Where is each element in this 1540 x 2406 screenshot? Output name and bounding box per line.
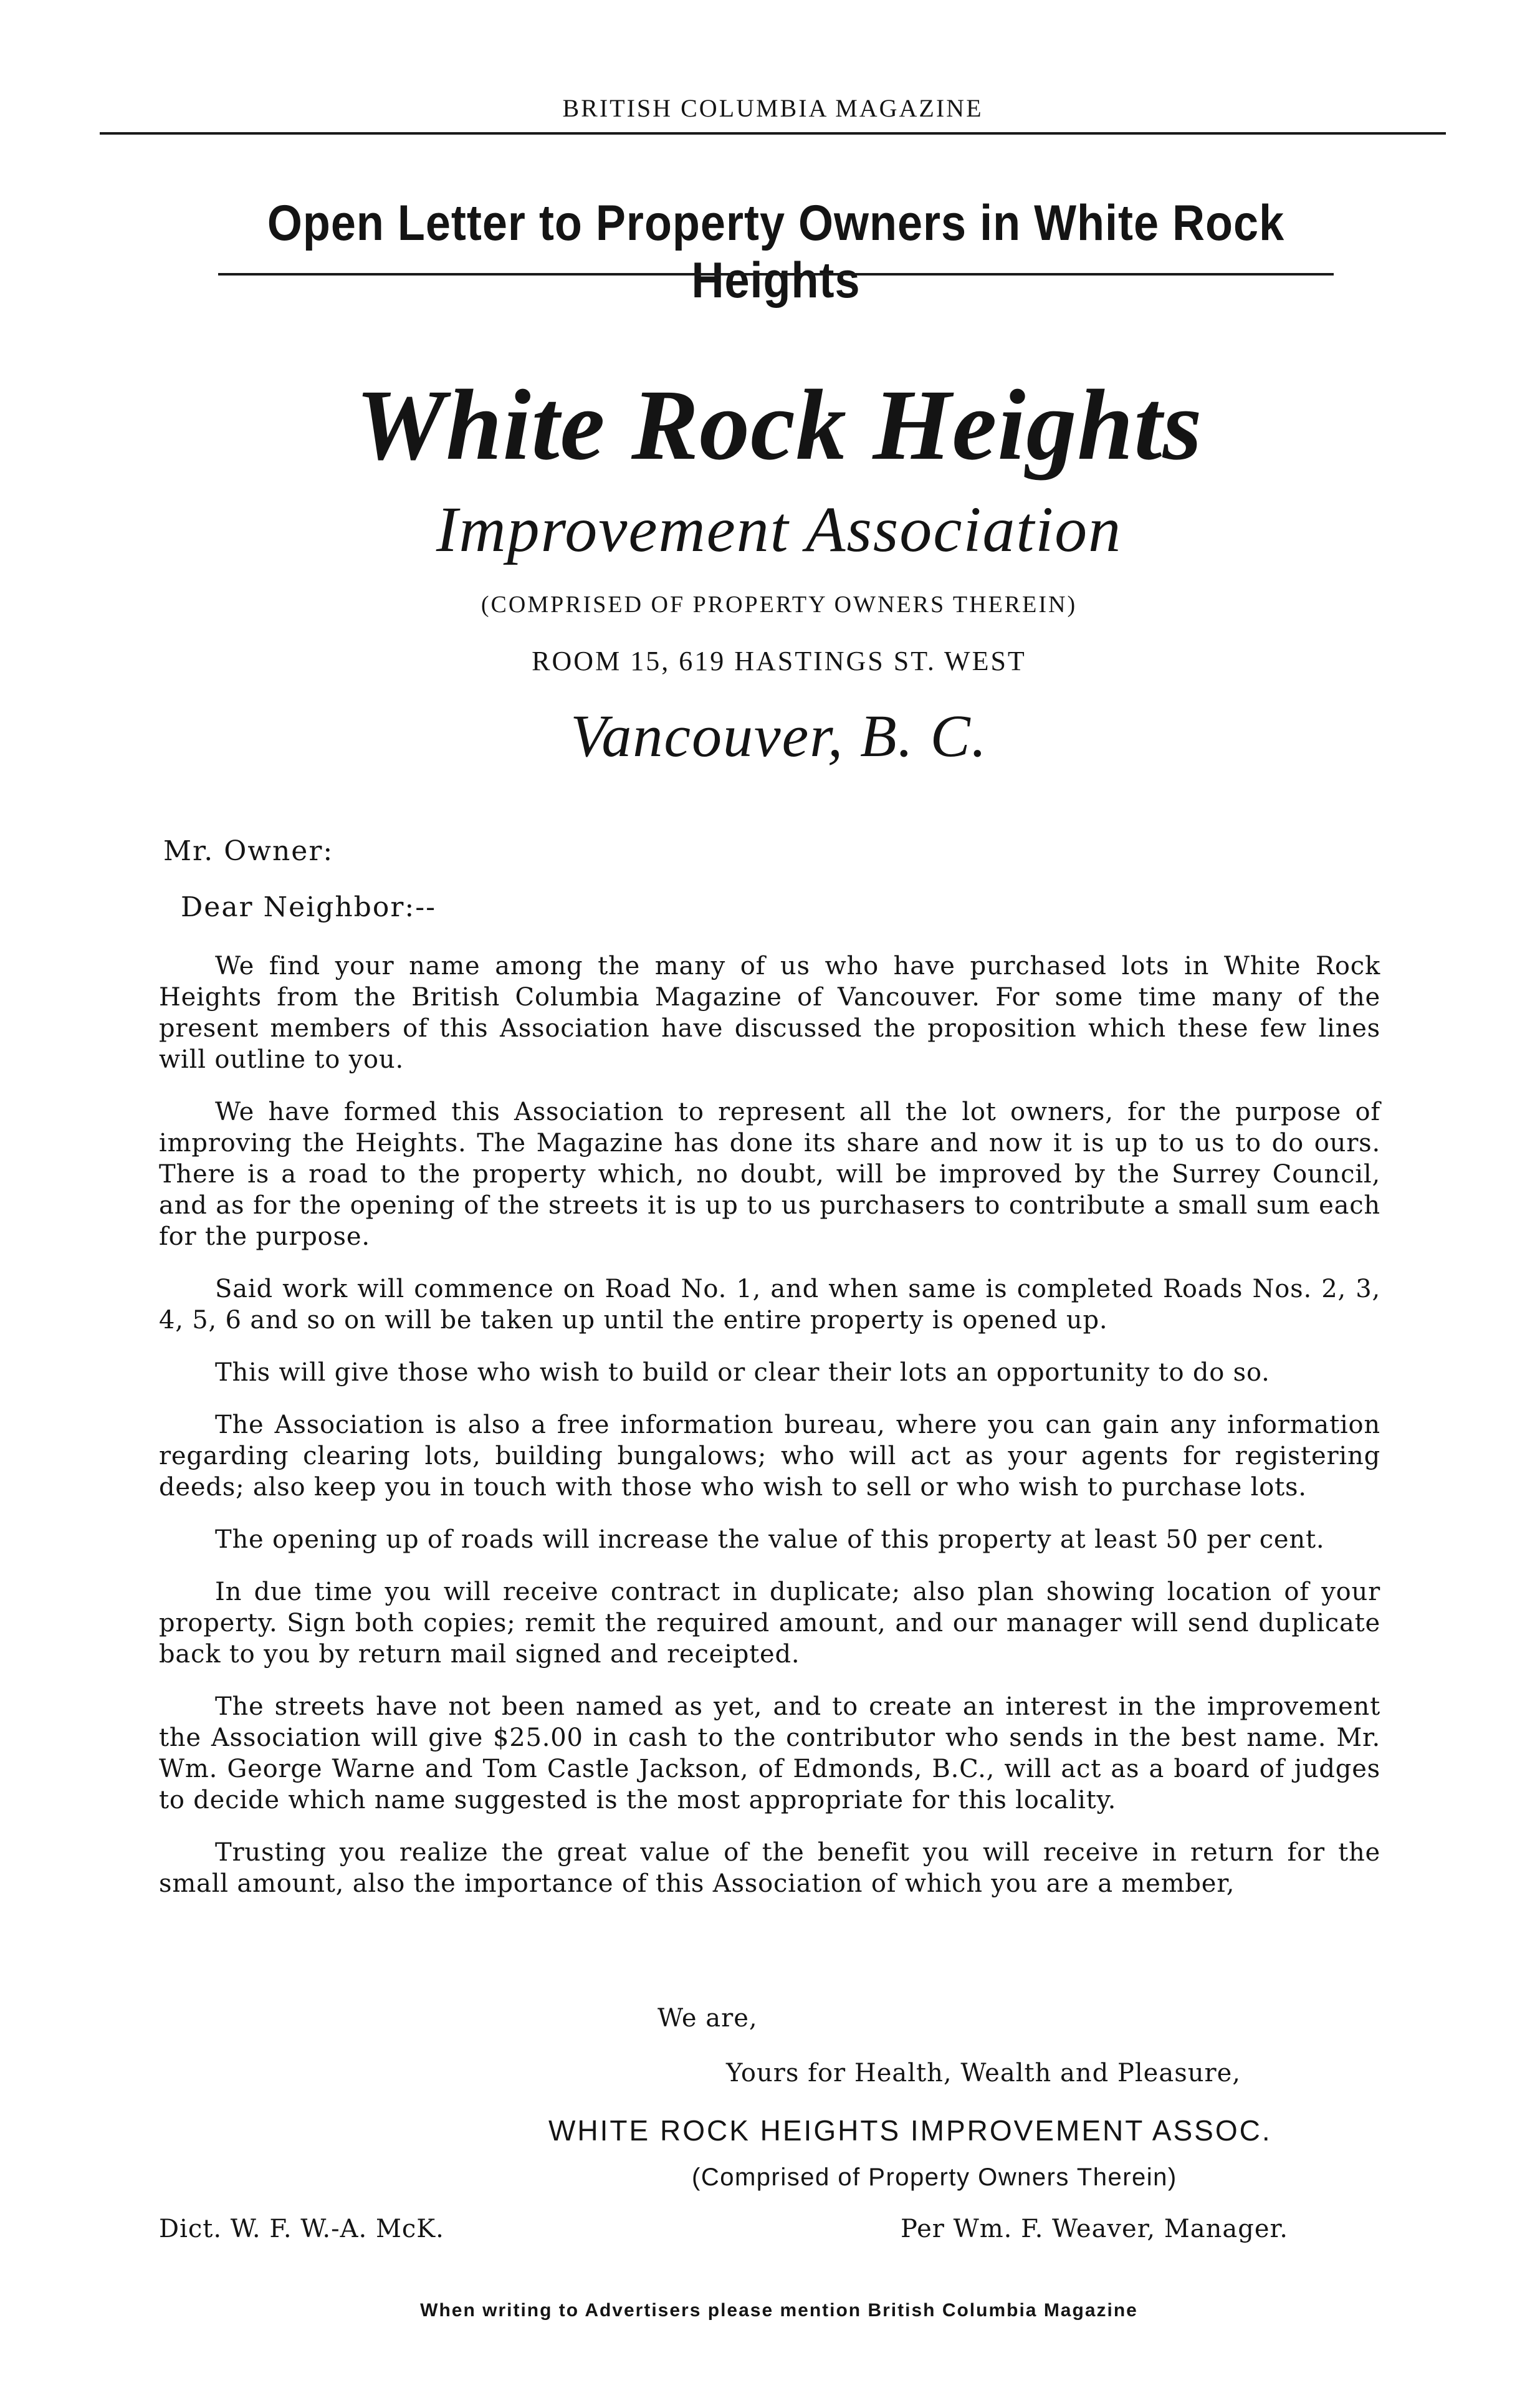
top-rule <box>100 132 1446 135</box>
page-footer: When writing to Advertisers please mention British Columbia Magazine <box>420 2300 1138 2321</box>
letter-paragraph: This will give those who wish to build or clear their lots an opportunity to do so. <box>215 1358 1270 1387</box>
association-name: White Rock Heights <box>355 370 1203 481</box>
letter-paragraph: Said work will commence on Road No. 1, and when same is completed Roads Nos. 2, 3, 4, 5, 6 and so on will be taken up until the entire property is opened up. <box>159 1275 1380 1335</box>
letter-body <box>159 951 1380 1920</box>
letter-paragraph: We have formed this Association to represent all the lot owners, for the purpose of improving the Heights. The Magazine has done its share and now it is up to us to do ours. There is a road to the property which, no doubt, will be improved by the Surrey Council, and as for the opening of the streets it is up to us purchasers to contribute a small sum each for the purpose. <box>159 1098 1380 1251</box>
letter-paragraph: The opening up of roads will increase the value of this property at least 50 per cent. <box>215 1525 1325 1554</box>
association-subtitle: Improvement Association <box>436 494 1122 565</box>
letter-paragraph: The Association is also a free information bureau, where you can gain any information regarding clearing lots, building bungalows; who will act as your agents for registering deeds; also keep you in touch with those who wish to sell or who wish to purchase lots. <box>159 1411 1380 1502</box>
valediction: Yours for Health, Wealth and Pleasure, <box>726 2059 1241 2087</box>
association-note: (COMPRISED OF PROPERTY OWNERS THEREIN) <box>481 592 1078 618</box>
salutation-owner: Mr. Owner: <box>163 835 334 867</box>
association-city: Vancouver, B. C. <box>570 702 988 769</box>
letter-paragraph: We find your name among the many of us who have purchased lots in White Rock Heights from the British Columbia Magazine of Vancouver. For some time many of the present members of this Association have discussed the proposition which these few lines will outline to you. <box>159 952 1380 1074</box>
salutation-neighbor: Dear Neighbor:-- <box>181 891 436 923</box>
organization-name: WHITE ROCK HEIGHTS IMPROVEMENT ASSOC. <box>548 2114 1272 2147</box>
page-title: Open Letter to Property Owners in White Rock Heights <box>267 195 1285 309</box>
association-address: ROOM 15, 619 HASTINGS ST. WEST <box>532 646 1026 676</box>
running-head: BRITISH COLUMBIA MAGAZINE <box>562 94 983 122</box>
signature-line: Per Wm. F. Weaver, Manager. <box>901 2215 1288 2243</box>
dictation-initials: Dict. W. F. W.-A. McK. <box>159 2215 444 2243</box>
letter-paragraph: The streets have not been named as yet, and to create an interest in the improvement the Association will give $25.00 in cash to the contributor who sends in the best name. Mr. Wm. George Warne and Tom Castle Jackson, of Edmonds, B.C., will act as a board of judges to decide which name suggested is the most appropriate for this locality. <box>159 1692 1380 1814</box>
letter-paragraph: In due time you will receive contract in duplicate; also plan showing location of your property. Sign both copies; remit the required amount, and our manager will send duplicate back to you by return mail signed and receipted. <box>159 1578 1380 1669</box>
we-are-line: We are, <box>658 2004 758 2033</box>
letter-paragraph: Trusting you realize the great value of the benefit you will receive in return for the small amount, also the importance of this Association of which you are a member, <box>159 1838 1380 1898</box>
headline-rule <box>218 273 1334 276</box>
organization-note: (Comprised of Property Owners Therein) <box>692 2164 1177 2191</box>
